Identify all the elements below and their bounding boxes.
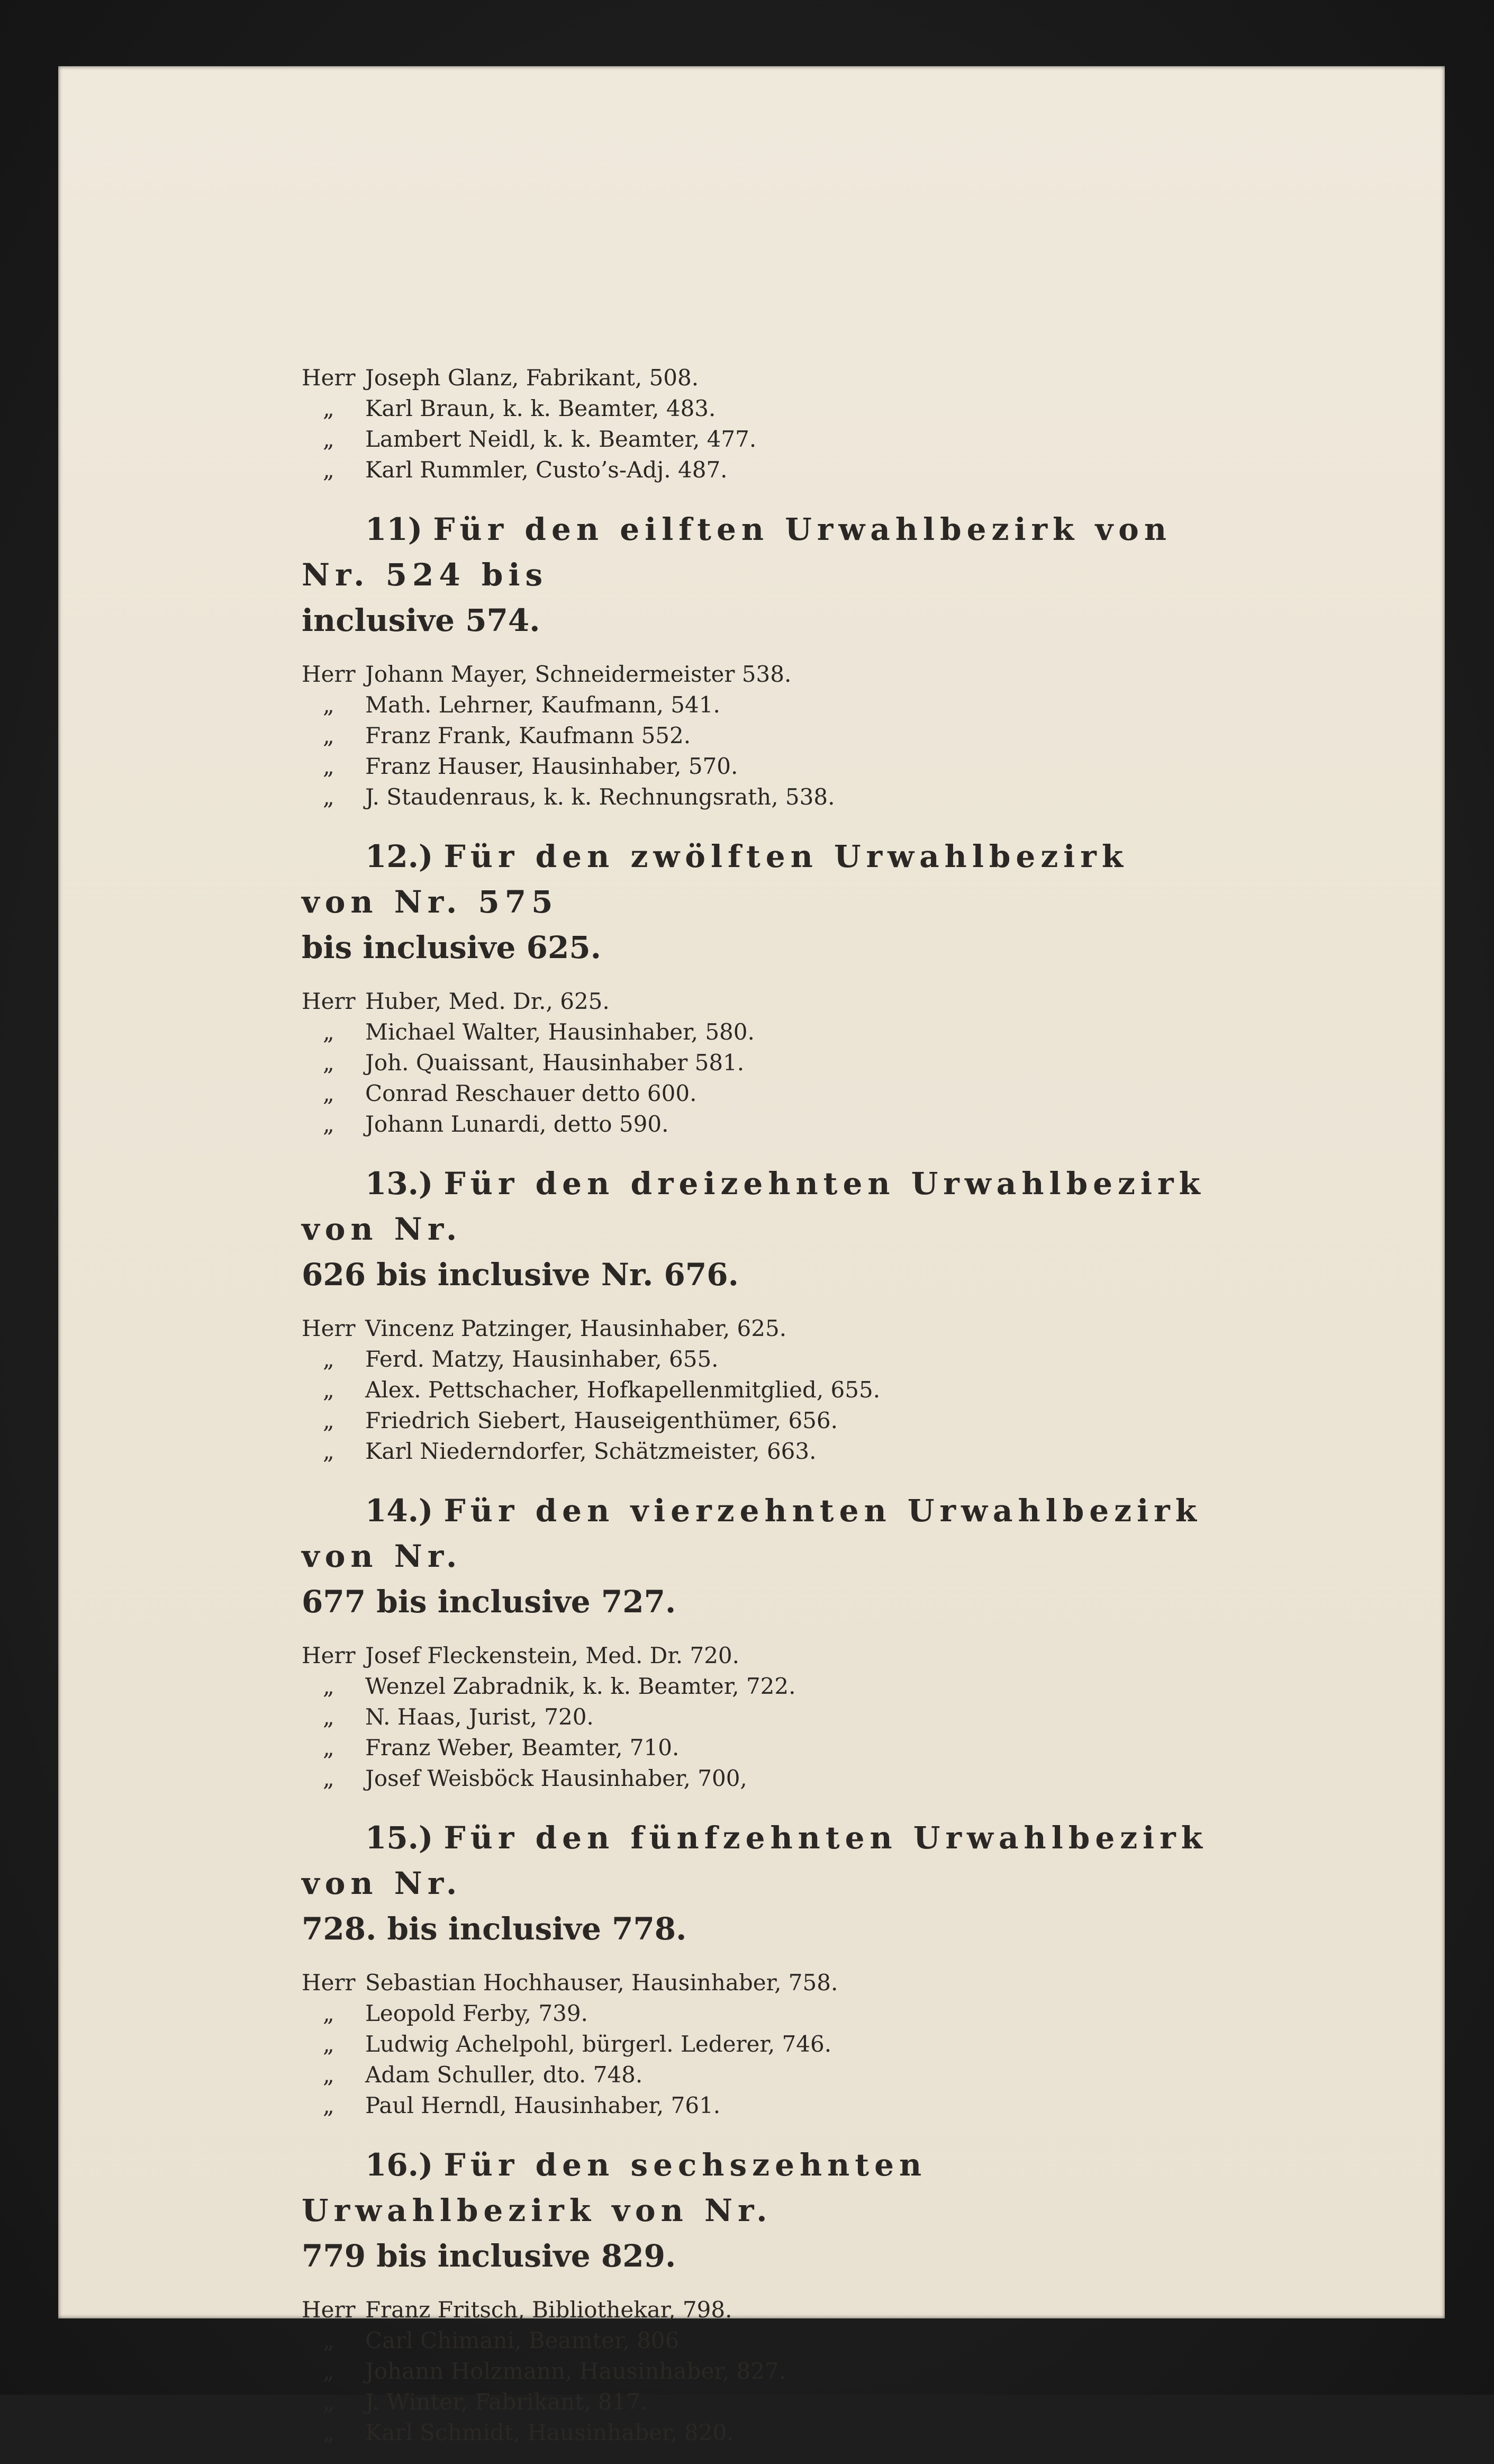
- section-entries: [302, 1313, 1212, 1467]
- intro-entry-0: [302, 363, 1212, 393]
- entry-prefix: „: [323, 1407, 334, 1433]
- section-entry-1: [302, 1671, 1212, 1702]
- entry-prefix: „: [323, 2327, 334, 2353]
- entry-text: Math. Lehrner, Kaufmann, 541.: [365, 692, 720, 718]
- section-heading: [302, 834, 1212, 970]
- section-entries: [302, 1640, 1212, 1794]
- section-heading-line2: 779 bis inclusive 829.: [302, 2238, 676, 2274]
- entry-prefix: Herr: [302, 1315, 356, 1341]
- entry-text: Karl Braun, k. k. Beamter, 483.: [365, 395, 716, 421]
- entry-prefix: „: [323, 2031, 334, 2057]
- section-13: [302, 1161, 1212, 1467]
- section-16: [302, 2142, 1212, 2448]
- entry-prefix: „: [323, 1346, 334, 1372]
- section-entry-1: [302, 690, 1212, 720]
- entry-text: Ferd. Matzy, Hausinhaber, 655.: [365, 1346, 719, 1372]
- entry-prefix: „: [323, 2092, 334, 2118]
- section-11: [302, 507, 1212, 813]
- section-entry-2: [302, 1048, 1212, 1078]
- section-entry-4: [302, 2090, 1212, 2121]
- section-heading-line2: 728. bis inclusive 778.: [302, 1911, 687, 1947]
- entry-text: Johann Mayer, Schneidermeister 538.: [365, 661, 792, 687]
- entry-prefix: „: [323, 2389, 334, 2415]
- entry-prefix: Herr: [302, 1970, 356, 1996]
- entry-text: Karl Niederndorfer, Schätzmeister, 663.: [365, 1438, 817, 1464]
- section-heading: [302, 507, 1212, 643]
- section-entry-2: [302, 1702, 1212, 1732]
- entry-prefix: „: [323, 426, 334, 452]
- section-number: 15.): [365, 1820, 444, 1856]
- section-heading-line2: 626 bis inclusive Nr. 676.: [302, 1257, 739, 1293]
- section-12: [302, 834, 1212, 1140]
- entry-prefix: „: [323, 2000, 334, 2026]
- entry-prefix: „: [323, 1438, 334, 1464]
- entry-prefix: „: [323, 1377, 334, 1403]
- intro-entry-3: [302, 455, 1212, 485]
- section-entry-2: [302, 2356, 1212, 2387]
- entry-text: Michael Walter, Hausinhaber, 580.: [365, 1019, 755, 1045]
- intro-entry-1: [302, 393, 1212, 424]
- entry-text: Carl Chimani, Beamter, 806: [365, 2327, 680, 2353]
- section-entry-4: [302, 1109, 1212, 1140]
- section-15: [302, 1815, 1212, 2121]
- entry-prefix: „: [323, 1111, 334, 1137]
- entry-prefix: „: [323, 1019, 334, 1045]
- section-entry-2: [302, 2029, 1212, 2060]
- entry-text: Johann Holzmann, Hausinhaber, 827.: [365, 2358, 786, 2384]
- entry-prefix: „: [323, 1080, 334, 1106]
- section-entries: [302, 2295, 1212, 2448]
- section-number: 12.): [365, 838, 444, 874]
- section-heading: [302, 2142, 1212, 2279]
- entry-prefix: „: [323, 395, 334, 421]
- section-entry-4: [302, 1763, 1212, 1794]
- section-entry-1: [302, 2325, 1212, 2356]
- entry-text: Franz Fritsch, Bibliothekar, 798.: [365, 2297, 732, 2323]
- entry-prefix: „: [323, 2062, 334, 2088]
- section-heading-line2: bis inclusive 625.: [302, 929, 601, 965]
- entry-prefix: „: [323, 1704, 334, 1730]
- entry-prefix: „: [323, 1673, 334, 1699]
- section-entry-2: [302, 720, 1212, 751]
- section-heading-line1: Für den fünfzehnten Urwahlbezirk von Nr.: [302, 1820, 1208, 1901]
- section-number: 11): [365, 511, 433, 547]
- district-sections: [302, 507, 1212, 2448]
- entry-text: Conrad Reschauer detto 600.: [365, 1080, 697, 1106]
- entry-text: Leopold Ferby, 739.: [365, 2000, 588, 2026]
- section-heading: [302, 1815, 1212, 1952]
- section-heading-line1: Für den zwölften Urwahlbezirk von Nr. 575: [302, 838, 1129, 920]
- section-heading-line1: Für den vierzehnten Urwahlbezirk von Nr.: [302, 1493, 1202, 1574]
- section-entry-3: [302, 1405, 1212, 1436]
- section-number: 13.): [365, 1166, 444, 1202]
- entry-text: Franz Frank, Kaufmann 552.: [365, 723, 691, 748]
- entry-prefix: „: [323, 1735, 334, 1761]
- entry-text: Karl Rummler, Custo’s-Adj. 487.: [365, 457, 728, 483]
- section-entry-3: [302, 751, 1212, 782]
- section-entry-1: [302, 1344, 1212, 1375]
- section-entry-1: [302, 1017, 1212, 1048]
- section-entry-0: [302, 1967, 1212, 1998]
- entry-text: Paul Herndl, Hausinhaber, 761.: [365, 2092, 721, 2118]
- section-entry-3: [302, 2060, 1212, 2090]
- entry-prefix: Herr: [302, 365, 356, 391]
- section-heading-line2: inclusive 574.: [302, 602, 540, 638]
- section-entry-1: [302, 1998, 1212, 2029]
- entry-prefix: „: [323, 723, 334, 748]
- section-entry-0: [302, 2295, 1212, 2325]
- entry-text: Josef Fleckenstein, Med. Dr. 720.: [365, 1642, 740, 1668]
- entry-text: Vincenz Patzinger, Hausinhaber, 625.: [365, 1315, 787, 1341]
- entry-text: N. Haas, Jurist, 720.: [365, 1704, 594, 1730]
- section-entry-0: [302, 1640, 1212, 1671]
- section-number: 16.): [365, 2147, 444, 2183]
- section-entry-3: [302, 1732, 1212, 1763]
- entry-text: Friedrich Siebert, Hauseigenthümer, 656.: [365, 1407, 838, 1433]
- intro-entry-2: [302, 424, 1212, 455]
- section-entry-4: [302, 782, 1212, 813]
- section-heading: [302, 1161, 1212, 1297]
- section-14: [302, 1488, 1212, 1794]
- section-heading-line1: Für den sechszehnten Urwahlbezirk von Nr.: [302, 2147, 927, 2228]
- entry-prefix: Herr: [302, 661, 356, 687]
- entry-prefix: „: [323, 1050, 334, 1076]
- entry-text: Franz Weber, Beamter, 710.: [365, 1735, 680, 1761]
- section-number: 14.): [365, 1493, 444, 1529]
- page-content: [302, 363, 1212, 2464]
- entry-text: Joh. Quaissant, Hausinhaber 581.: [365, 1050, 745, 1076]
- section-heading-line2: 677 bis inclusive 727.: [302, 1584, 676, 1620]
- entry-text: J. Winter, Fabrikant, 817.: [365, 2389, 648, 2415]
- entry-text: Lambert Neidl, k. k. Beamter, 477.: [365, 426, 757, 452]
- section-entry-0: [302, 986, 1212, 1017]
- entry-prefix: Herr: [302, 988, 356, 1014]
- entry-prefix: „: [323, 692, 334, 718]
- intro-entries: [302, 363, 1212, 485]
- entry-text: J. Staudenraus, k. k. Rechnungsrath, 538.: [365, 784, 835, 810]
- entry-text: Josef Weisböck Hausinhaber, 700,: [365, 1765, 747, 1791]
- entry-text: Franz Hauser, Hausinhaber, 570.: [365, 753, 738, 779]
- entry-prefix: Herr: [302, 2297, 356, 2323]
- entry-prefix: Herr: [302, 1642, 356, 1668]
- section-entry-2: [302, 1375, 1212, 1405]
- section-entry-4: [302, 2417, 1212, 2448]
- entry-prefix: „: [323, 753, 334, 779]
- section-entry-0: [302, 1313, 1212, 1344]
- section-entry-3: [302, 2387, 1212, 2417]
- entry-text: Sebastian Hochhauser, Hausinhaber, 758.: [365, 1970, 838, 1996]
- section-entries: [302, 1967, 1212, 2121]
- section-heading-line1: Für den eilften Urwahlbezirk von Nr. 524 bis: [302, 511, 1172, 593]
- section-entry-4: [302, 1436, 1212, 1467]
- entry-text: Johann Lunardi, detto 590.: [365, 1111, 669, 1137]
- section-entry-0: [302, 659, 1212, 690]
- section-heading-line1: Für den dreizehnten Urwahlbezirk von Nr.: [302, 1166, 1206, 1247]
- intro-list: [302, 363, 1212, 485]
- entry-prefix: „: [323, 457, 334, 483]
- section-entries: [302, 659, 1212, 813]
- entry-prefix: „: [323, 784, 334, 810]
- entry-prefix: „: [323, 1765, 334, 1791]
- section-entries: [302, 986, 1212, 1140]
- section-entry-3: [302, 1078, 1212, 1109]
- document-page: [58, 66, 1445, 2445]
- entry-text: Adam Schuller, dto. 748.: [365, 2062, 643, 2088]
- entry-text: Alex. Pettschacher, Hofkapellenmitglied, 655.: [365, 1377, 881, 1403]
- entry-text: Ludwig Achelpohl, bürgerl. Lederer, 746.: [365, 2031, 832, 2057]
- entry-text: Joseph Glanz, Fabrikant, 508.: [365, 365, 699, 391]
- entry-prefix: „: [323, 2420, 334, 2445]
- entry-text: Huber, Med. Dr., 625.: [365, 988, 610, 1014]
- entry-prefix: „: [323, 2358, 334, 2384]
- section-heading: [302, 1488, 1212, 1624]
- entry-text: Wenzel Zabradnik, k. k. Beamter, 722.: [365, 1673, 796, 1699]
- entry-text: Karl Schmidt, Hausinhaber, 820.: [365, 2420, 734, 2445]
